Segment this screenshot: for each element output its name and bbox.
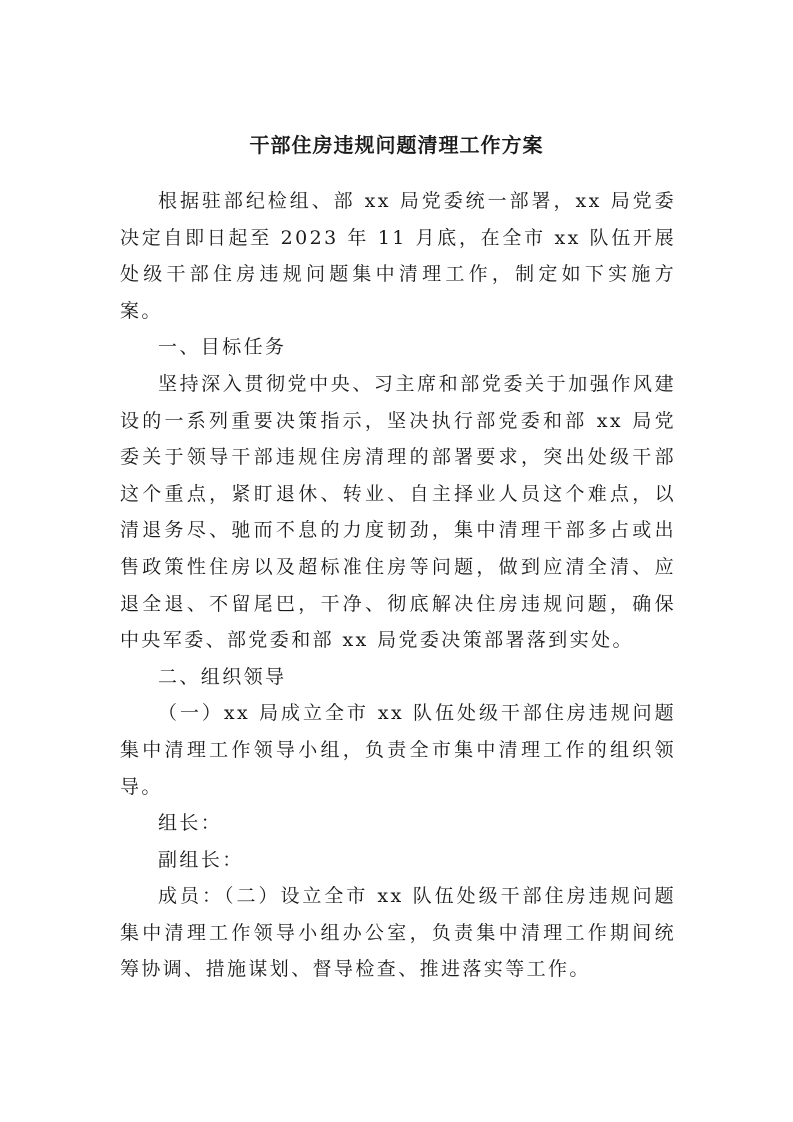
document-body: [120, 183, 676, 988]
heading-organization: 二、组织领导: [158, 665, 287, 688]
paragraph-leading-group: （一）xx 局成立全市 xx 队伍处级干部住房违规问题集中清理工作领导小组，负责全市集中清理工作的组织领导。: [120, 702, 676, 798]
paragraph-objectives: 坚持深入贯彻党中央、习主席和部党委关于加强作风建设的一系列重要决策指示，坚决执行部党委和部 xx 局党委关于领导干部违规住房清理的部署要求，突出处级干部这个重点，紧盯退休、转业、自主择业人员这个难点，以清退务尽、驰而不息的力度韧劲，集中清理干部多占或出售政策性住房以及超标准住房等问题，做到应清全清、应退全退、不留尾巴，干净、彻底解决住房违规问题，确保中央军委、部党委和部 xx 局党委决策部署落到实处。: [120, 372, 676, 652]
document-title: 干部住房违规问题清理工作方案: [249, 133, 544, 157]
heading-objectives: 一、目标任务: [158, 336, 287, 359]
label-group-leader: 组长：: [158, 812, 223, 835]
label-deputy-leader: 副组长：: [158, 848, 244, 871]
paragraph-members-office: 成员：（二）设立全市 xx 队伍处级干部住房违规问题集中清理工作领导小组办公室，负责集中清理工作期间统筹协调、措施谋划、督导检查、推进落实等工作。: [120, 885, 676, 981]
paragraph-intro: 根据驻部纪检组、部 xx 局党委统一部署，xx 局党委决定自即日起至 2023 年 11 月底，在全市 xx 队伍开展处级干部住房违规问题集中清理工作，制定如下实施方案。: [120, 190, 676, 322]
